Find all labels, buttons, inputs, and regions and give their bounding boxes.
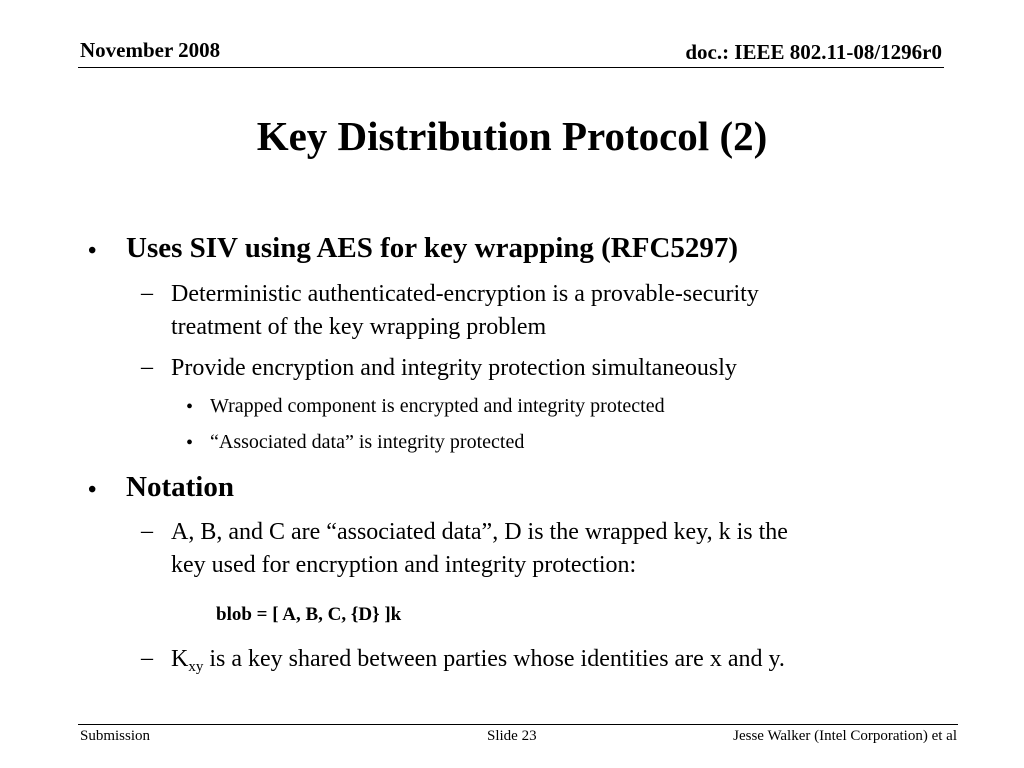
sub-bullet-deterministic-line1: Deterministic authenticated-encryption is a provable-security xyxy=(171,281,759,307)
bullet-marker: • xyxy=(88,238,97,264)
header-doc-id: doc.: IEEE 802.11-08/1296r0 xyxy=(685,40,942,64)
bullet-marker: • xyxy=(186,432,194,454)
header-divider xyxy=(78,67,944,68)
bullet-marker: • xyxy=(186,396,194,418)
footer-slide-number: Slide 23 xyxy=(487,728,537,744)
sub-bullet-abc-line2: key used for encryption and integrity protection: xyxy=(171,552,637,578)
sub-bullet-deterministic-line2: treatment of the key wrapping problem xyxy=(171,314,547,340)
footer-divider xyxy=(78,724,958,725)
sub-bullet-abc-line1: A, B, and C are “associated data”, D is the wrapped key, k is the xyxy=(171,519,788,545)
sub-bullet-deterministic xyxy=(171,278,759,344)
sub-bullet-provide-encryption: Provide encryption and integrity protection simultaneously xyxy=(171,355,737,381)
header-date: November 2008 xyxy=(80,38,221,62)
dash-marker: – xyxy=(141,354,153,380)
footer-author: Jesse Walker (Intel Corporation) et al xyxy=(733,728,957,744)
blob-formula: blob = [ A, B, C, {D} ]k xyxy=(216,604,402,625)
footer-submission: Submission xyxy=(80,728,151,744)
kxy-subscript: xy xyxy=(188,659,204,675)
slide-title: Key Distribution Protocol (2) xyxy=(256,113,768,159)
dash-marker: – xyxy=(141,518,153,544)
dash-marker: – xyxy=(141,645,153,671)
bullet-siv-aes: Uses SIV using AES for key wrapping (RFC5297) xyxy=(126,232,739,264)
kxy-symbol: K xyxy=(171,646,189,672)
bullet-notation: Notation xyxy=(126,471,234,503)
bullet-marker: • xyxy=(88,477,97,503)
sub-sub-bullet-wrapped-component: Wrapped component is encrypted and integrity protected xyxy=(210,395,665,417)
sub-sub-bullet-associated-data: “Associated data” is integrity protected xyxy=(210,431,525,453)
dash-marker: – xyxy=(141,280,153,306)
kxy-description: is a key shared between parties whose identities are x and y. xyxy=(203,646,785,672)
sub-bullet-abc-associated xyxy=(171,516,788,582)
sub-bullet-kxy xyxy=(171,643,785,679)
